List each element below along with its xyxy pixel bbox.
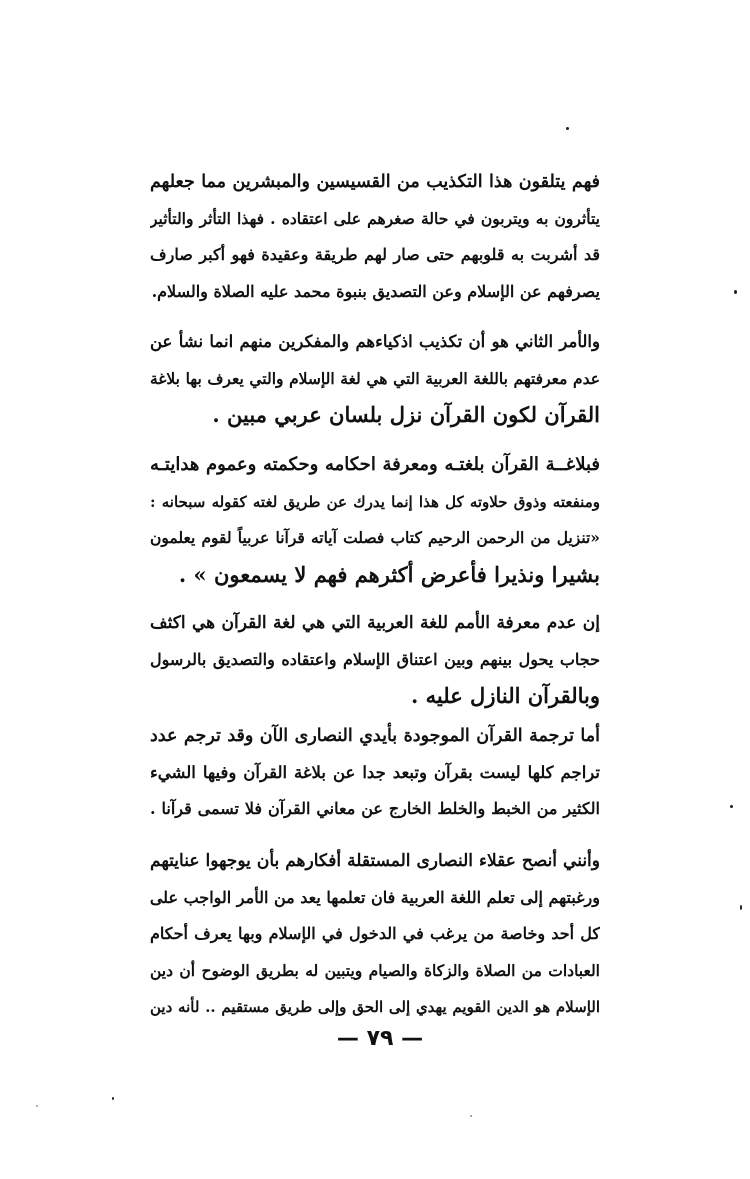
page-number: — ٧٩ —	[336, 1026, 424, 1051]
text-line: يصرفهم عن الإسلام وعن التصديق بنبوة محمد عليه الصلاة والسلام.	[151, 281, 600, 301]
text-line: الإسلام هو الدين القويم يهدي إلى الحق وإلى طريق مستقيم .. لأنه دين	[150, 998, 600, 1016]
text-line: عدم معرفتهم باللغة العربية التي هي لغة الإسلام والتي يعرف بها بلاغة	[150, 368, 600, 388]
ink-speck	[566, 127, 569, 130]
text-line: قد أشربت به قلوبهم حتى صار لهم طريقة وعقيدة فهو أكبر صارف	[150, 245, 600, 264]
ink-speck	[36, 1105, 38, 1107]
paragraph-3	[150, 447, 600, 593]
text-line: تراجم كلها ليست بقرآن وتبعد جدا عن بلاغة القرآن وفيها الشيء	[150, 762, 600, 782]
ink-speck	[730, 805, 733, 808]
text-line: بشيرا ونذيرا فأعرض أكثرهم فهم لا يسمعون » .	[178, 561, 600, 587]
text-line: القرآن لكون القرآن نزل بلسان عربي مبين .	[212, 402, 600, 427]
text-line: ورغبتهم إلى تعلم اللغة العربية فان تعلمها يعد من الأمر الواجب على	[150, 887, 600, 907]
ink-speck	[734, 290, 737, 294]
text-line: حجاب يحول بينهم وبين اعتناق الإسلام واعتقاده والتصديق بالرسول	[150, 649, 600, 669]
text-line: وبالقرآن النازل عليه .	[411, 683, 600, 708]
ink-speck	[740, 905, 742, 910]
text-line: إن عدم معرفة الأمم للغة العربية التي هي لغة القرآن هي اكثف	[150, 613, 600, 633]
paragraph-4	[150, 605, 600, 715]
ink-speck	[112, 1097, 114, 1100]
text-line: «تنزيل من الرحمن الرحيم كتاب فصلت آياته قرآنا عربياً لقوم يعلمون	[150, 528, 600, 547]
paragraph-1	[150, 164, 600, 310]
text-line: وأنني أنصح عقلاء النصارى المستقلة أفكارهم بأن يوجهوا عنايتهم	[150, 851, 600, 871]
paragraph-6	[150, 843, 600, 1026]
paragraph-2	[150, 324, 600, 434]
text-line: يتأثرون به ويتربون في حالة صغرهم على اعتقاده . فهذا التأثر والتأثير	[150, 208, 600, 228]
text-line: ومنفعته وذوق حلاوته كل هذا إنما يدرك عن طريق لغته كقوله سبحانه :	[150, 492, 600, 511]
text-line: والأمر الثاني هو أن تكذيب اذكياءهم والمفكرين منهم انما نشأ عن	[150, 332, 600, 351]
text-line: أما ترجمة القرآن الموجودة بأيدي النصارى الآن وقد ترجم عدد	[150, 726, 600, 746]
paragraph-5	[150, 718, 600, 828]
text-line: فهم يتلقون هذا التكذيب من القسيسين والمبشرين مما جعلهم	[150, 172, 600, 192]
text-line: فبلاغــة القرآن بلغتـه ومعرفة احكامه وحكمته وعموم هدايتـه	[150, 454, 600, 475]
text-line: الكثير من الخبط والخلط الخارج عن معاني القرآن فلا تسمى قرآنا .	[150, 799, 600, 818]
text-line: كل أحد وخاصة من يرغب في الدخول في الإسلام وبها يعرف أحكام	[150, 924, 600, 943]
ink-speck	[470, 1115, 472, 1117]
text-line: العبادات من الصلاة والزكاة والصيام ويتبين له بطريق الوضوح أن دين	[150, 960, 600, 980]
